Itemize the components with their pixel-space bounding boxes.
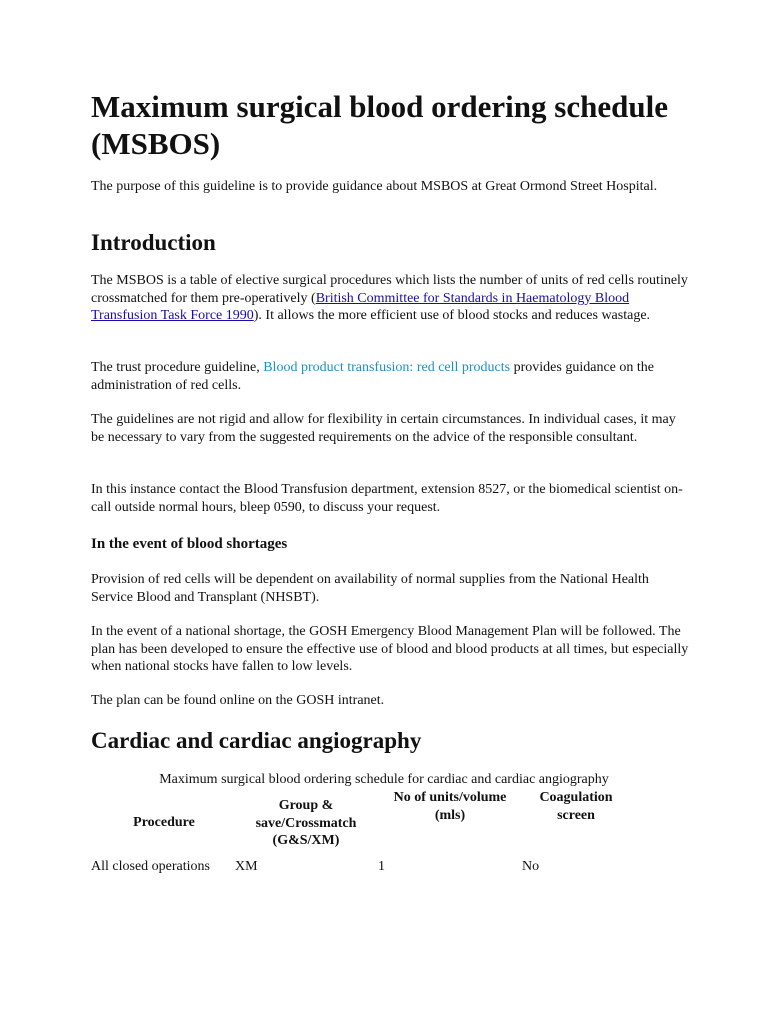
introduction-heading: Introduction xyxy=(91,230,216,255)
table-cell-coagulation: No xyxy=(522,859,540,874)
table-caption: Maximum surgical blood ordering schedule for cardiac and cardiac angiography xyxy=(159,772,609,787)
shortages-paragraph-1: Provision of red cells will be dependent on availability of normal supplies from the National Health Service Blood and Transplant (NHSBT). xyxy=(91,572,649,605)
coag-header-line-1: Coagulation xyxy=(539,790,613,805)
table-cell-procedure: All closed operations xyxy=(91,859,210,874)
group-header-line-1: Group & xyxy=(278,798,334,813)
intro-paragraph-2 xyxy=(91,359,689,394)
column-header-units-volume xyxy=(376,789,524,824)
units-header-line-2: (mls) xyxy=(434,807,466,823)
shortages-paragraph-2: In the event of a national shortage, the GOSH Emergency Blood Management Plan will be followed. The plan has been developed to ensure the effective use of blood and blood products at all times, but especially when national stocks have fallen to low levels. xyxy=(91,624,689,674)
coag-header-line-2: screen xyxy=(557,807,595,823)
shortages-paragraph-3: The plan can be found online on the GOSH intranet. xyxy=(91,693,385,708)
column-header-coagulation-screen xyxy=(524,789,628,824)
intro-p1-text-after: ). It allows the more efficient use of blood stocks and reduces wastage. xyxy=(253,308,651,323)
table-cell-units: 1 xyxy=(378,859,385,874)
column-header-group-save xyxy=(233,797,379,850)
column-header-procedure: Procedure xyxy=(133,815,195,830)
shortages-heading: In the event of blood shortages xyxy=(91,536,288,552)
intro-paragraph-3: The guidelines are not rigid and allow for flexibility in certain circumstances. In individual cases, it may be necessary to vary from the suggested requirements on the advice of the responsible consultant. xyxy=(91,412,676,445)
table-cell-group-save: XM xyxy=(235,859,258,874)
intro-paragraph-4: In this instance contact the Blood Transfusion department, extension 8527, or the biomedical scientist on-call outside normal hours, bleep 0590, to discuss your request. xyxy=(91,482,683,515)
intro-p2-text-before: The trust procedure guideline, xyxy=(91,360,264,375)
units-header-line-1: No of units/volume xyxy=(393,790,507,805)
page-title: Maximum surgical blood ordering schedule (MSBOS) xyxy=(91,89,668,161)
red-cell-products-link[interactable]: Blood product transfusion: red cell products xyxy=(263,360,511,375)
purpose-paragraph: The purpose of this guideline is to provide guidance about MSBOS at Great Ormond Street Hospital. xyxy=(91,179,658,194)
intro-paragraph-1 xyxy=(91,272,689,325)
cardiac-heading: Cardiac and cardiac angiography xyxy=(91,728,422,753)
group-header-line-3: (G&S/XM) xyxy=(272,833,340,848)
group-header-line-2: save/Crossmatch xyxy=(255,815,357,831)
intro-p1-text-before: The MSBOS is a table of elective surgical procedures which lists the number of units of red cells routinely crossmatched for them pre-operatively ( xyxy=(91,273,688,306)
bcsh-reference-link[interactable]: British Committee for Standards in Haematology Blood Transfusion Task Force 1990 xyxy=(91,290,630,323)
intro-p2-text-after: provides guidance on the administration of red cells. xyxy=(91,360,654,393)
